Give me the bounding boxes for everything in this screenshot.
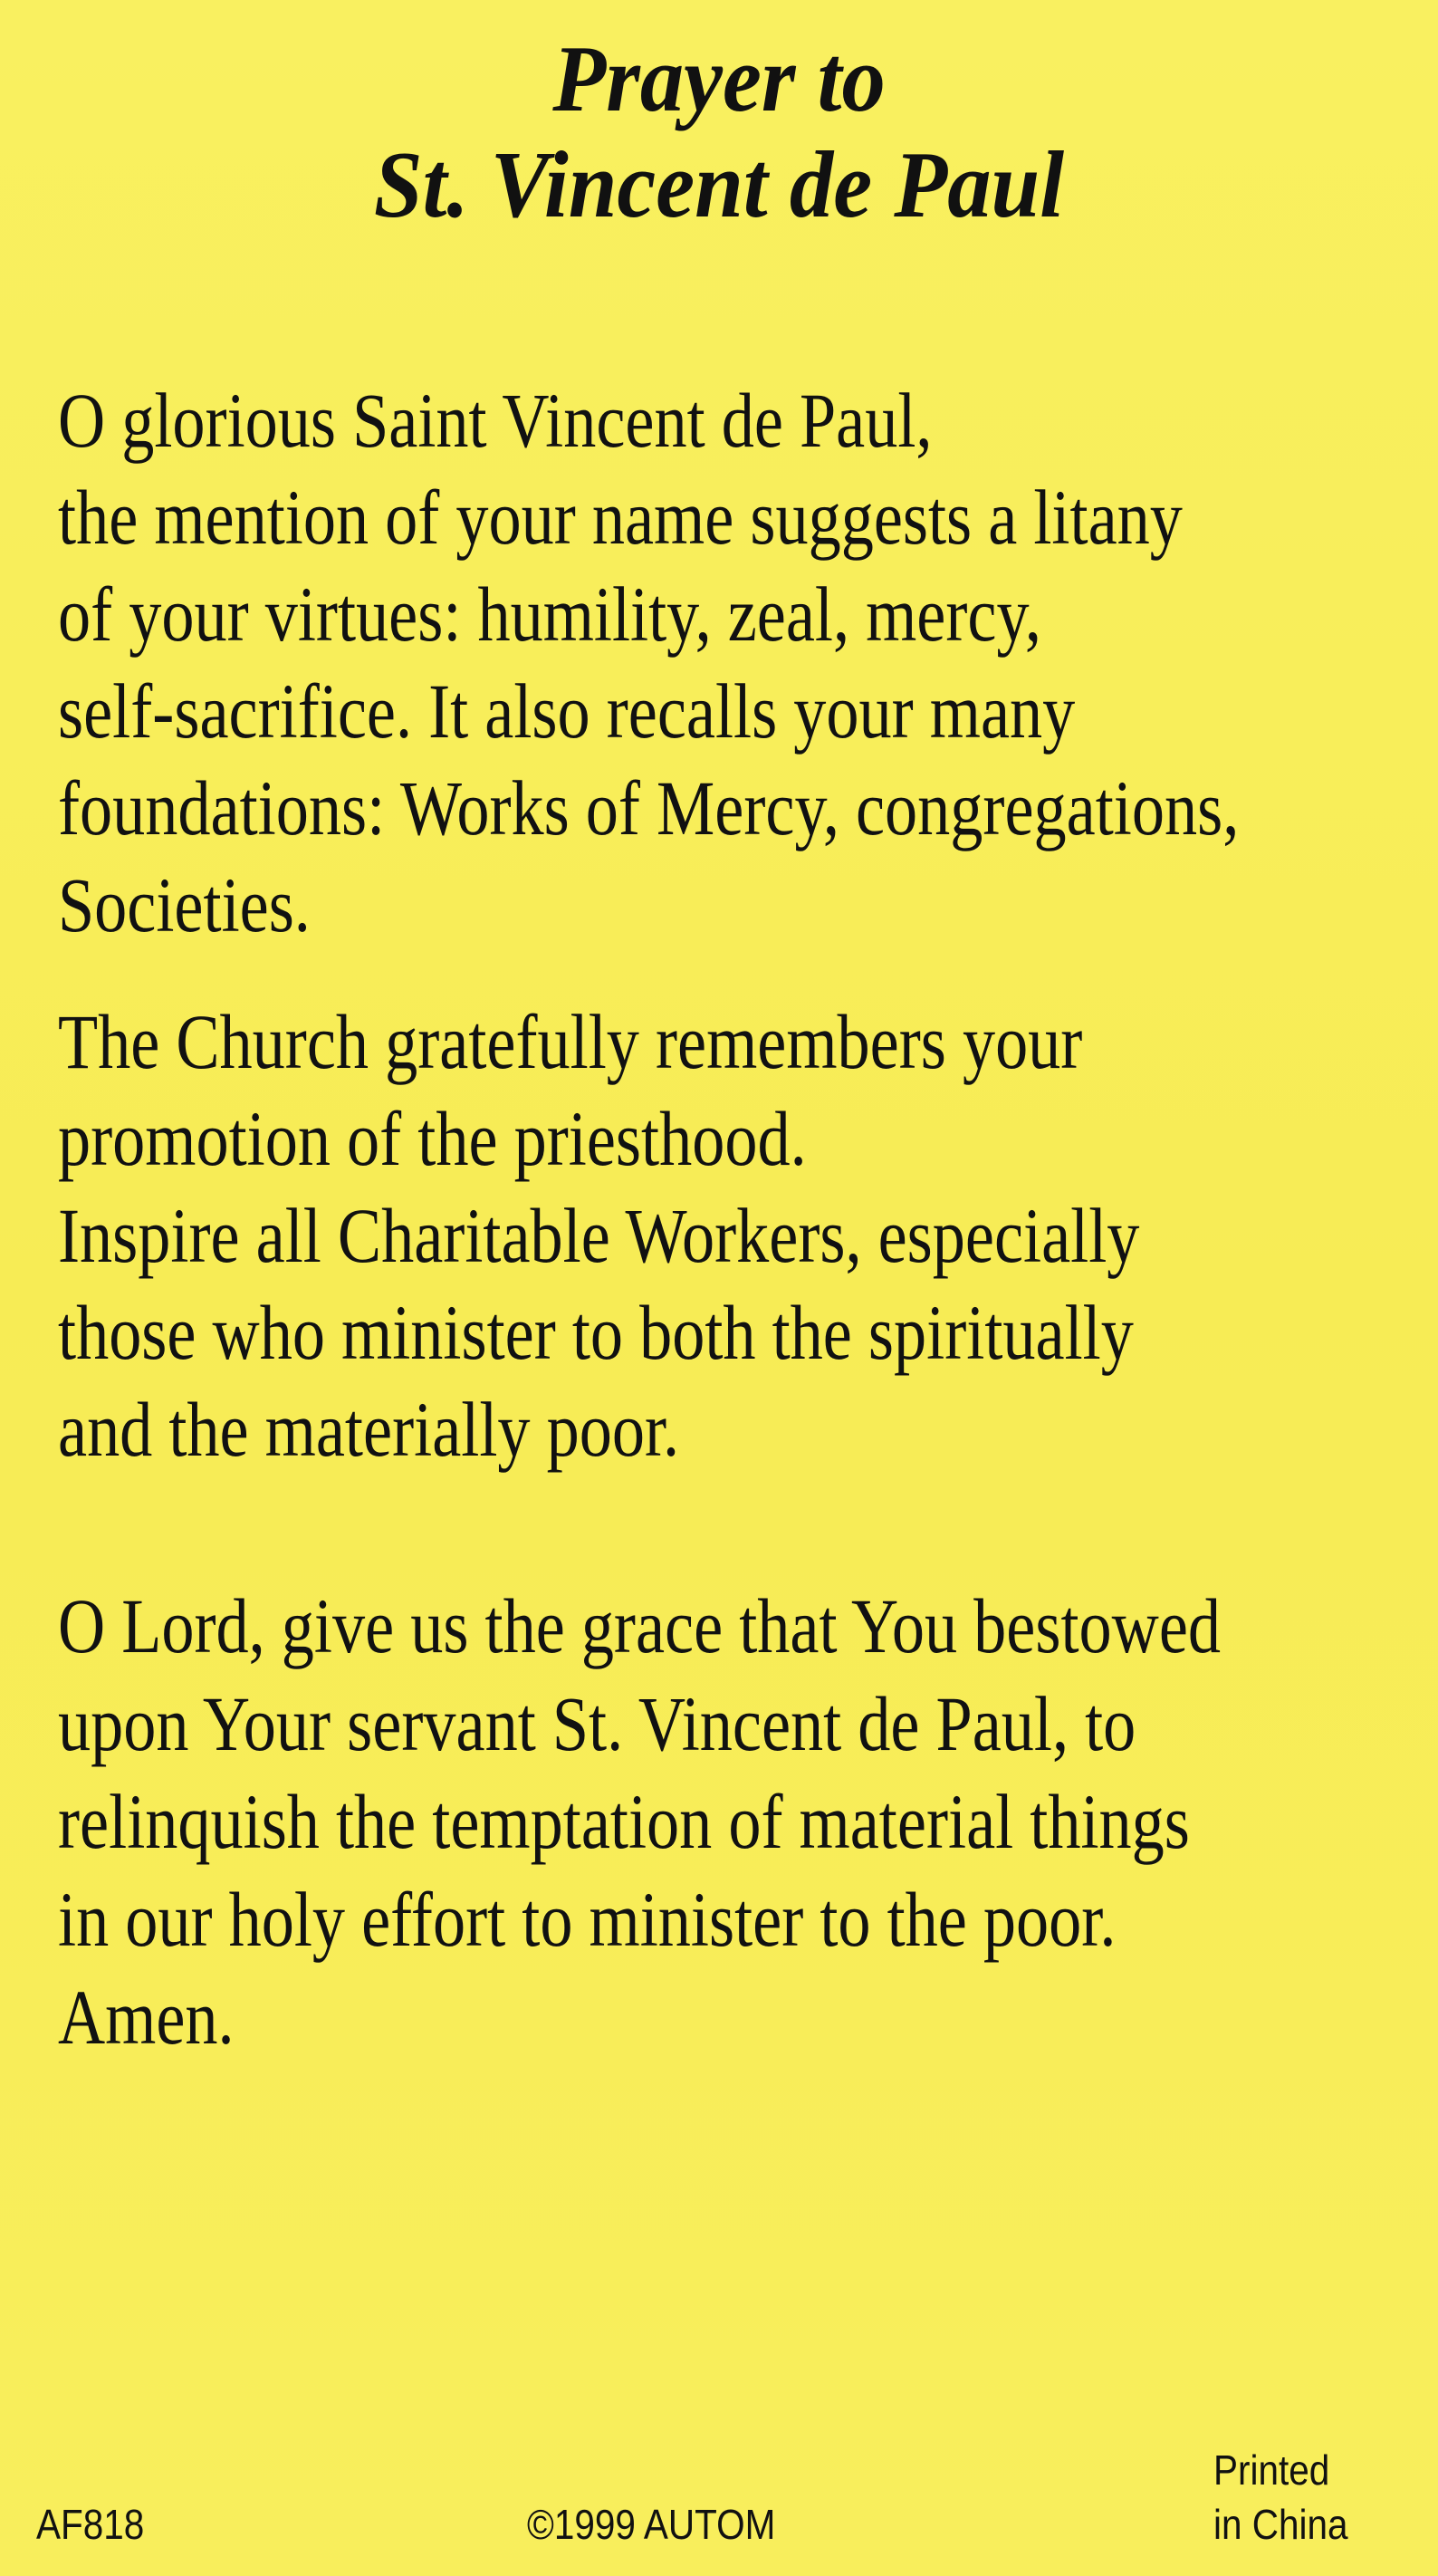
text-line: promotion of the priesthood. — [58, 1095, 807, 1182]
title-line: Prayer to — [552, 25, 886, 131]
printed-in — [1213, 2443, 1366, 2552]
text-line: The Church gratefully remembers your — [58, 998, 1083, 1085]
title-line: St. Vincent de Paul — [373, 131, 1065, 237]
copyright-text: ©1999 AUTOM — [527, 2501, 776, 2548]
product-code — [36, 2497, 159, 2552]
text-line: O Lord, give us the grace that You bestowed — [58, 1582, 1222, 1669]
printed-line: Printed — [1213, 2446, 1330, 2494]
text-line: upon Your servant St. Vincent de Paul, to — [58, 1680, 1136, 1767]
text-line: of your virtues: humility, zeal, mercy, — [58, 571, 1041, 658]
text-line: O glorious Saint Vincent de Paul, — [58, 377, 933, 464]
text-line: Inspire all Charitable Workers, especially — [58, 1192, 1140, 1279]
text-line: foundations: Works of Mercy, congregations, — [58, 764, 1240, 851]
paragraph-3 — [58, 1577, 1438, 2066]
text-line: and the materially poor. — [58, 1386, 680, 1473]
text-line: relinquish the temptation of material things — [58, 1778, 1190, 1865]
text-line: in our holy effort to minister to the poor. — [58, 1876, 1117, 1963]
paragraph-2 — [58, 994, 1438, 1478]
product-code-text: AF818 — [36, 2501, 145, 2548]
text-line: the mention of your name suggests a litany — [58, 474, 1183, 561]
text-line: Societies. — [58, 861, 311, 948]
prayer-title — [0, 25, 1438, 237]
text-line: those who minister to both the spiritually — [58, 1289, 1134, 1376]
text-line: self-sacrifice. It also recalls your many — [58, 668, 1076, 755]
paragraph-1 — [58, 372, 1438, 954]
printed-line: in China — [1213, 2501, 1348, 2548]
text-line: Amen. — [58, 1974, 235, 2061]
copyright — [527, 2497, 810, 2552]
